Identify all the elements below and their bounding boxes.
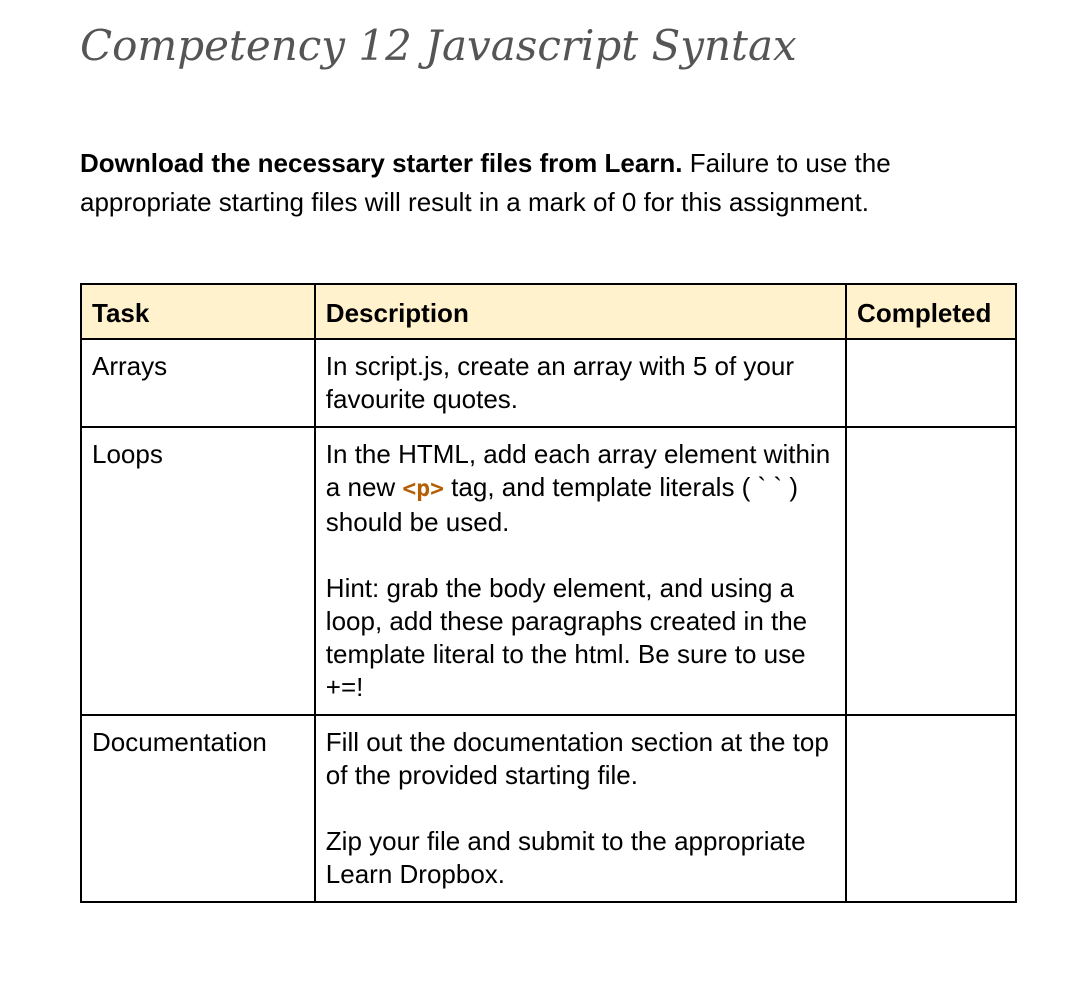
description-text-part: In the HTML, add each array element within a new	[325, 439, 831, 502]
description-cell	[315, 715, 846, 902]
table-row-arrays	[81, 339, 1016, 427]
document-body	[80, 0, 1020, 889]
intro-paragraph	[80, 144, 980, 222]
header-description: Description	[315, 284, 846, 339]
intro-bold-text: Download the necessary starter files from Learn.	[80, 148, 683, 178]
header-completed: Completed	[846, 284, 1016, 339]
completed-cell[interactable]	[846, 427, 1016, 715]
task-cell: Arrays	[81, 339, 315, 427]
completed-cell[interactable]	[846, 715, 1016, 902]
code-snippet: <p>	[402, 476, 444, 502]
table-row-loops	[81, 427, 1016, 715]
task-table	[80, 283, 1017, 903]
task-cell: Loops	[81, 427, 315, 715]
page-title: Competency 12 Javascript Syntax	[80, 21, 797, 70]
description-text-part: tag, and template literals ( ` ` ) should be used.	[325, 472, 798, 537]
task-cell: Documentation	[81, 715, 315, 902]
completed-cell[interactable]	[846, 339, 1016, 427]
intro-text: Failure to use the appropriate starting files will result in a mark of 0 for this assignment.	[80, 148, 891, 217]
table-row-documentation	[81, 715, 1016, 902]
description-cell	[315, 339, 846, 427]
description-text: In script.js, create an array with 5 of your favourite quotes.	[325, 351, 794, 414]
description-text: Fill out the documentation section at the top of the provided starting file.	[325, 727, 829, 790]
description-text	[326, 438, 835, 539]
hint-text: Hint: grab the body element, and using a loop, add these paragraphs created in the template literal to the html. Be sure to use +=!	[325, 573, 808, 702]
header-task: Task	[81, 284, 315, 339]
table-header-row	[81, 284, 1016, 339]
description-cell	[315, 427, 846, 715]
submit-text: Zip your file and submit to the appropriate Learn Dropbox.	[325, 826, 806, 889]
